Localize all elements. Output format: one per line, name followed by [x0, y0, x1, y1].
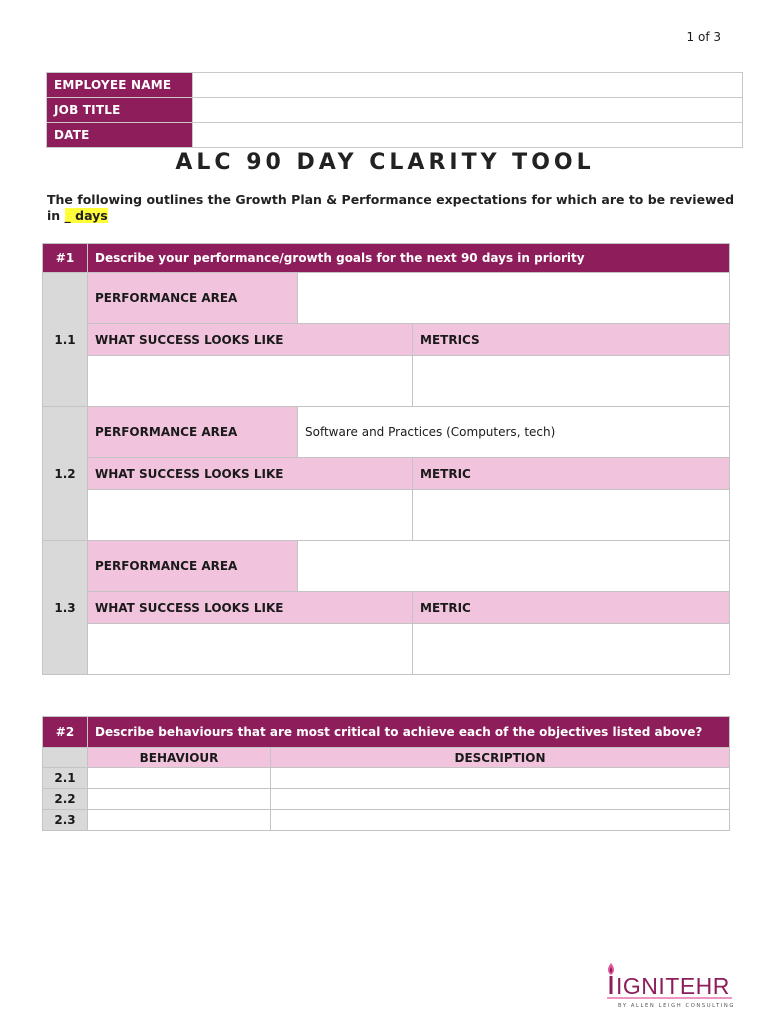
- success-label: WHAT SUCCESS LOOKS LIKE: [88, 324, 413, 356]
- metric-label: METRICS: [413, 324, 730, 356]
- goal-number: 1.2: [43, 407, 88, 541]
- behaviour-number: 2.1: [43, 768, 88, 789]
- performance-area-field[interactable]: [298, 541, 730, 592]
- employee-info-table: [46, 72, 743, 148]
- performance-area-label: PERFORMANCE AREA: [88, 541, 298, 592]
- success-field[interactable]: [88, 624, 413, 675]
- description-column-header: DESCRIPTION: [271, 748, 730, 768]
- logo-brand-text: IGNITEHR: [616, 973, 730, 999]
- performance-area-label: PERFORMANCE AREA: [88, 273, 298, 324]
- behaviour-field[interactable]: [88, 789, 271, 810]
- goal-number: 1.3: [43, 541, 88, 675]
- description-field[interactable]: [271, 810, 730, 831]
- page-indicator: 1 of 3: [686, 30, 721, 44]
- intro-text: The following outlines the Growth Plan & Performance expectations for which are to be reviewed in: [47, 192, 735, 223]
- behaviour-column-header: BEHAVIOUR: [88, 748, 271, 768]
- section1-heading: Describe your performance/growth goals for the next 90 days in priority: [88, 244, 730, 273]
- behaviour-field[interactable]: [88, 768, 271, 789]
- metric-field[interactable]: [413, 624, 730, 675]
- success-field[interactable]: [88, 490, 413, 541]
- document-title: ALC 90 DAY CLARITY TOOL: [175, 150, 595, 175]
- behaviour-field[interactable]: [88, 810, 271, 831]
- performance-area-field[interactable]: [298, 273, 730, 324]
- description-field[interactable]: [271, 768, 730, 789]
- behaviour-number: 2.3: [43, 810, 88, 831]
- growth-goals-table: [42, 243, 730, 675]
- section2-number: #2: [43, 717, 88, 748]
- employee-name-field[interactable]: [193, 73, 743, 98]
- metric-field[interactable]: [413, 490, 730, 541]
- section2-heading: Describe behaviours that are most critical to achieve each of the objectives listed above?: [88, 717, 730, 748]
- intro-paragraph: [47, 192, 737, 224]
- date-field[interactable]: [193, 123, 743, 148]
- metric-label: METRIC: [413, 592, 730, 624]
- metric-label: METRIC: [413, 458, 730, 490]
- column-spacer: [43, 748, 88, 768]
- review-days-highlight: _ days: [64, 208, 108, 223]
- behaviour-number: 2.2: [43, 789, 88, 810]
- behaviours-table: [42, 716, 730, 831]
- goal-number: 1.1: [43, 273, 88, 407]
- ignite-flame-icon: [604, 960, 736, 1010]
- ignitehr-logo: [604, 960, 736, 1014]
- metric-field[interactable]: [413, 356, 730, 407]
- performance-area-label: PERFORMANCE AREA: [88, 407, 298, 458]
- section1-number: #1: [43, 244, 88, 273]
- success-label: WHAT SUCCESS LOOKS LIKE: [88, 592, 413, 624]
- job-title-field[interactable]: [193, 98, 743, 123]
- date-label: DATE: [47, 123, 193, 148]
- employee-name-label: EMPLOYEE NAME: [47, 73, 193, 98]
- logo-tagline: BY ALLEN LEIGH CONSULTING: [618, 1003, 735, 1009]
- job-title-label: JOB TITLE: [47, 98, 193, 123]
- success-label: WHAT SUCCESS LOOKS LIKE: [88, 458, 413, 490]
- description-field[interactable]: [271, 789, 730, 810]
- performance-area-field[interactable]: Software and Practices (Computers, tech): [298, 407, 730, 458]
- success-field[interactable]: [88, 356, 413, 407]
